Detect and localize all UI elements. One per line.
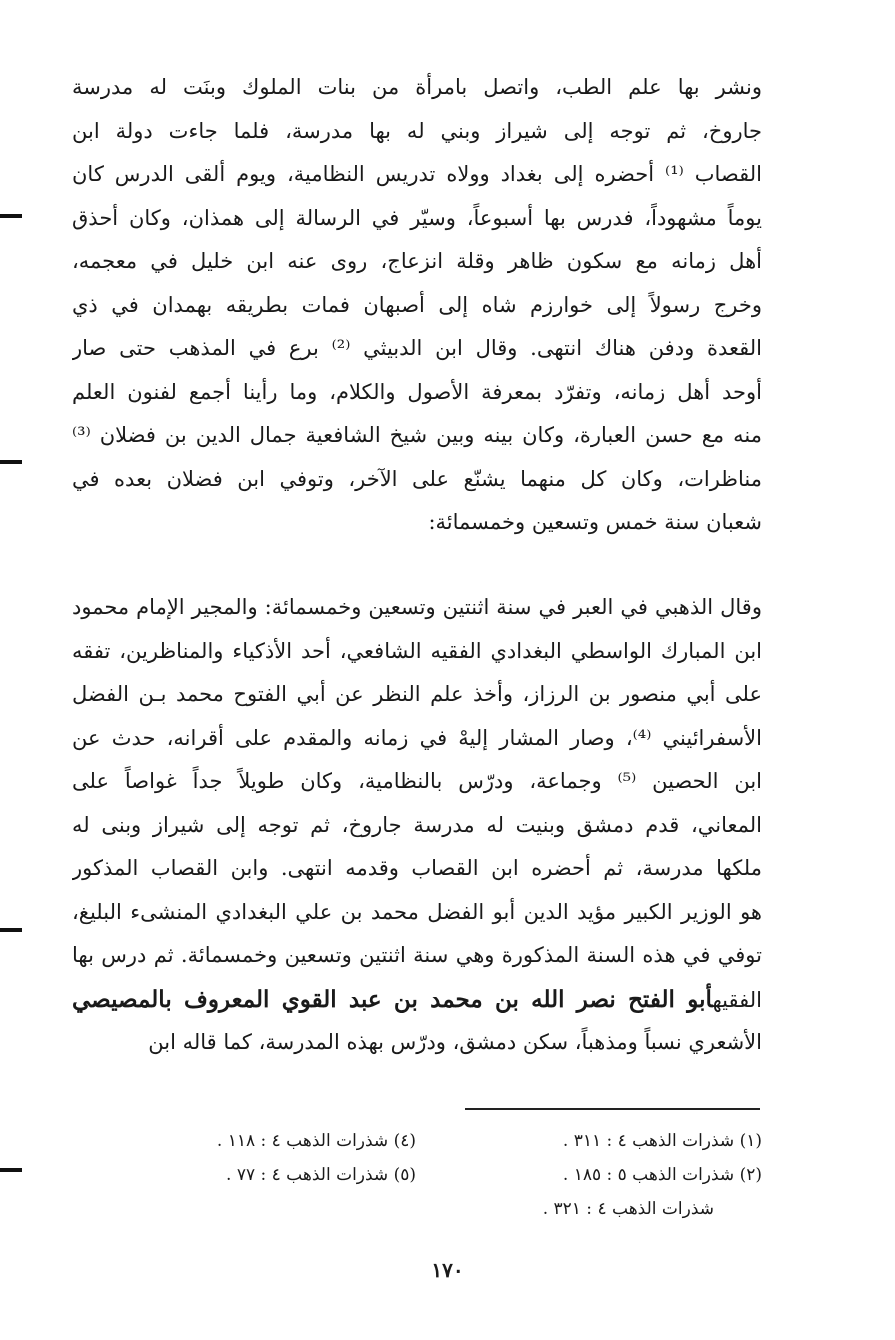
text-line: وقال الذهبي في العبر في سنة اثنتين وتسعين وخمسمائة: والمجير الإمام محمود — [72, 595, 762, 619]
text-line: ونشر بها علم الطب، واتصل بامرأة من بنات الملوك وبنَت له مدرسة — [72, 75, 762, 99]
footnote-4: (٤) شذرات الذهب ٤ : ١١٨ . — [216, 1131, 416, 1151]
scholar-name: أبو الفتح نصر الله بن محمد بن عبد القوي المعروف بالمصيصي — [72, 985, 713, 1013]
text-line: هو الوزير الكبير مؤيد الدين أبو الفضل محمد بن علي البغدادي المنشىء البليغ، — [72, 899, 762, 924]
text-line: المعاني، قدم دمشق وبنيت له مدرسة جاروخ، ثم توجه إلى شيراز وبنى له — [72, 812, 762, 837]
text-line: الأسفرائيني ⁽⁴⁾، وصار المشار إليهْ في زمانه والمقدم على أقرانه، حدث عن — [72, 725, 762, 750]
text-line: توفي في هذه السنة المذكورة وهي سنة اثنتين وتسعين وخمسمائة. ثم درس بها — [72, 943, 762, 967]
margin-mark — [0, 460, 22, 464]
margin-mark — [0, 1168, 22, 1172]
page-number: ١٧٠ — [431, 1258, 464, 1282]
text-line: منه مع حسن العبارة، وكان بينه وبين شيخ الشافعية جمال الدين بن فضلان ⁽³⁾ — [72, 423, 762, 447]
text-line: وخرج رسولاً إلى خوارزم شاه إلى أصبهان فمات بطريقه بهمدان في ذي — [72, 292, 762, 317]
text-prefix: الفقيه — [712, 987, 762, 1012]
footnote-2: (٢) شذرات الذهب ٥ : ١٨٥ . — [562, 1165, 762, 1185]
text-line: ملكها مدرسة، ثم أحضره ابن القصاب وقدمه انتهى. وابن القصاب المذكور — [72, 856, 762, 880]
text-line: ابن المبارك الواسطي البغدادي الفقيه الشافعي، أحد الأذكياء والمناظرين، تفقه — [72, 638, 762, 663]
footnotes — [150, 1124, 762, 1226]
footnote-separator — [465, 1108, 760, 1110]
text-line: ابن الحصين ⁽⁵⁾ وجماعة، ودرّس بالنظامية، وكان طويلاً جداً غواصاً على — [72, 769, 762, 793]
paragraph-1 — [72, 66, 762, 545]
text-line: أوحد أهل زمانه، وتفرّد بمعرفة الأصول والكلام، وما رأينا أجمع لفنون العلم — [72, 379, 762, 404]
footnote-5: (٥) شذرات الذهب ٤ : ٧٧ . — [226, 1165, 416, 1185]
text-line: يوماً مشهوداً، فدرس بها أسبوعاً، وسيّر في الرسالة إلى همذان، وكان أحذق — [72, 205, 762, 230]
text-line: الأشعري نسباً ومذهباً، سكن دمشق، ودرّس بهذه المدرسة، كما قاله ابن — [148, 1030, 762, 1054]
margin-mark — [0, 928, 22, 932]
footnote-1: (١) شذرات الذهب ٤ : ٣١١ . — [562, 1131, 762, 1151]
paragraph-2 — [72, 586, 762, 1065]
margin-mark — [0, 214, 22, 218]
footnote-3: شذرات الذهب ٤ : ٣٢١ . — [542, 1199, 714, 1219]
text-line: جاروخ، ثم توجه إلى شيراز وبني له بها مدرسة، فلما جاءت دولة ابن — [72, 118, 762, 143]
text-line: على أبي منصور بن الرزاز، وأخذ علم النظر عن أبي الفتوح محمد بـن الفضل — [72, 682, 762, 706]
text-line: مناظرات، وكان كل منهما يشنّع على الآخر، وتوفي ابن فضلان بعده في — [72, 466, 762, 491]
text-line: القصاب ⁽¹⁾ أحضره إلى بغداد وولاه تدريس النظامية، ويوم ألقى الدرس كان — [72, 162, 762, 186]
text-line: أهل زمانه مع سكون ظاهر وقلة انزعاج، روى عنه ابن خليل في معجمه، — [72, 249, 762, 273]
text-line-bold-name — [72, 978, 762, 1022]
text-line: القعدة ودفن هناك انتهى. وقال ابن الدبيثي ⁽²⁾ برع في المذهب حتى صار — [72, 336, 762, 360]
text-line: شعبان سنة خمس وتسعين وخمسمائة: — [428, 510, 762, 534]
